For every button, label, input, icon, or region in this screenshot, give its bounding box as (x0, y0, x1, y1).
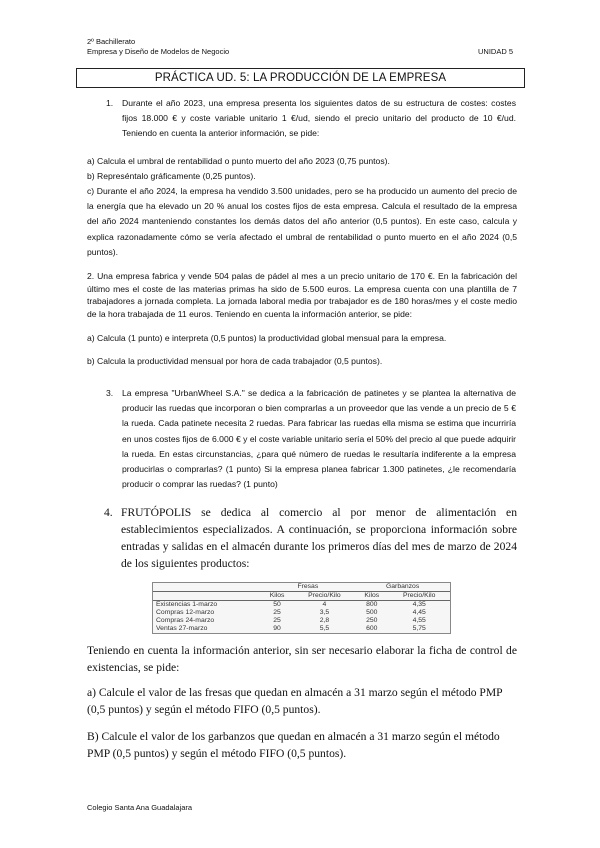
table-cell: 5,5 (319, 625, 330, 632)
q4-number: 4. (104, 506, 113, 519)
q1-part-a: a) Calcula el umbral de rentabilidad o punto muerto del año 2023 (0,75 puntos). (87, 156, 390, 166)
q4-part-b: B) Calcule el valor de los garbanzos que quedan en almacén a 31 marzo según el método PMP (0,5 puntos) y según el método FIFO (0,5 puntos). (87, 730, 500, 760)
table-cell: 5,75 (412, 625, 426, 632)
table-subheader: Kilos (260, 592, 293, 601)
inventory-table (152, 582, 451, 634)
table-cell: 250 (366, 617, 378, 624)
table-cell: 50 (273, 601, 281, 608)
page-title: PRÁCTICA UD. 5: LA PRODUCCIÓN DE LA EMPRESA (76, 68, 525, 88)
table-cell: 800 (366, 601, 378, 608)
table-cell: 4 (322, 601, 327, 608)
table-row (153, 609, 450, 617)
row-label: Existencias 1-marzo (156, 601, 218, 608)
table-group-garbanzos: Garbanzos (355, 583, 450, 592)
header-course: 2º Bachillerato (87, 37, 136, 46)
q2-intro: 2. Una empresa fabrica y vende 504 palas de pádel al mes a un precio unitario de 170 €. En la fabricación del último mes el coste de las materias primas ha sido de 5.500 euros. La empresa cuenta con una plantilla de 7 trabajadores a jornada completa. La jornada laboral media por trabajador es de 180 horas/mes y el coste medio de la hora trabajada de 11 euros. Teniendo en cuenta la información anterior, se pide: (87, 271, 517, 319)
table-corner-sub (153, 592, 260, 601)
table-row (153, 601, 450, 610)
table-cell: 25 (273, 617, 281, 624)
footer-school: Colegio Santa Ana Guadalajara (87, 803, 193, 812)
q4-text: FRUTÓPOLIS se dedica al comercio al por menor de alimentación en establecimientos especializados. A continuación, se proporciona información sobre entradas y salidas en el almacén durante los primeros días del mes de marzo de 2024 de los siguientes productos: (121, 506, 517, 570)
q4-part-a: a) Calcule el valor de las fresas que quedan en almacén a 31 marzo según el método PMP (0,5 puntos) y según el método FIFO (0,5 puntos). (87, 686, 503, 716)
table-subheader: Precio/Kilo (294, 592, 356, 601)
q1-number: 1. (106, 98, 114, 108)
table-cell: 90 (273, 625, 281, 632)
table-cell: 4,45 (412, 609, 426, 616)
table-group-fresas: Fresas (260, 583, 355, 592)
q1-intro: Durante el año 2023, una empresa presenta los siguientes datos de su estructura de costes: costes fijos 18.000 € y coste variable unitario 1 €/ud, siendo el precio unitario del producto de 10 €/ud. Teniendo en cuenta la anterior información, se pide: (122, 98, 516, 139)
table-cell: 25 (273, 609, 281, 616)
row-label: Compras 12-marzo (156, 609, 215, 616)
row-label: Ventas 27-marzo (156, 625, 208, 632)
q2-part-a: a) Calcula (1 punto) e interpreta (0,5 puntos) la productividad global mensual para la empresa. (87, 333, 447, 343)
table-corner (153, 583, 260, 592)
header-subject: Empresa y Diseño de Modelos de Negocio (87, 47, 230, 56)
table-row (153, 617, 450, 625)
table-subheader: Kilos (355, 592, 388, 601)
q1-part-c: c) Durante el año 2024, la empresa ha vendido 3.500 unidades, pero se ha producido un aumento del precio de la energía que ha elevado un 20 % anual los costes fijos de esta empresa. Calcula el resultado de la empresa del año 2024 manteniendo constantes los demás datos del año anterior (0,5 puntos). En este caso, calcula y explica razonadamente cómo se vería afectado el umbral de rentabilidad o punto muerto en el año 2024 (0,5 puntos). (87, 186, 517, 257)
header-unit: UNIDAD 5 (478, 47, 514, 56)
q2-part-b: b) Calcula la productividad mensual por hora de cada trabajador (0,5 puntos). (87, 356, 383, 366)
q3-text: La empresa "UrbanWheel S.A." se dedica a la fabricación de patinetes y se plantea la alternativa de producir las ruedas que incorporan o bien comprarlas a un proveedor que las vende a un precio de 5 € la rueda. Cada patinete necesita 2 ruedas. Para fabricar las ruedas ella misma se estima que incurriría en unos costes fijos de 6.000 € y el coste variable unitario sería el 50% del precio al que puede adquirir la rueda. En estas circunstancias, ¿para qué número de ruedas le resultaría indiferente a la empresa producirlas o comprarlas? (1 punto) Si la empresa planea fabricar 1.300 patinetes, ¿le recomendaría producir o comprar las ruedas? (1 punto) (122, 388, 516, 490)
table-cell: 2,8 (319, 617, 330, 624)
table-cell: 600 (366, 625, 378, 632)
q3-number: 3. (106, 388, 114, 398)
table-subheader: Precio/Kilo (388, 592, 450, 601)
table-cell: 4,55 (412, 617, 426, 624)
table-cell: 500 (366, 609, 378, 616)
table-cell: 3,5 (319, 609, 330, 616)
table-cell: 4,35 (412, 601, 426, 608)
table-row (153, 625, 450, 633)
q1-part-b: b) Represéntalo gráficamente (0,25 puntos). (87, 171, 256, 181)
q4-after: Teniendo en cuenta la información anterior, sin ser necesario elaborar la ficha de control de existencias, se pide: (87, 644, 517, 674)
row-label: Compras 24-marzo (156, 617, 215, 624)
